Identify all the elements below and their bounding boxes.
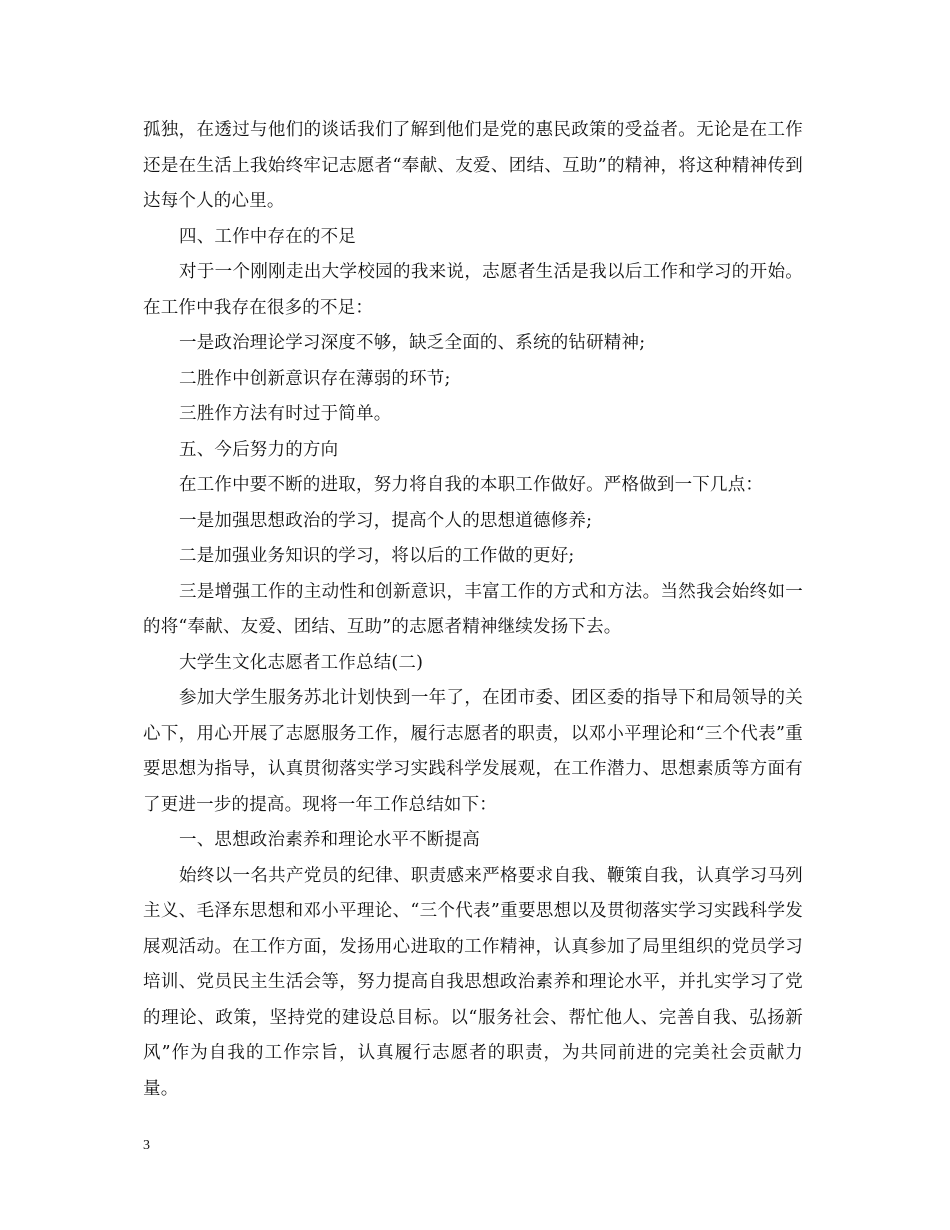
paragraph-2: 对于一个刚刚走出大学校园的我来说，志愿者生活是我以后工作和学习的开始。在工作中我存在很多的不足： xyxy=(143,262,803,318)
list-item-2: 二胜作中创新意识存在薄弱的环节; xyxy=(179,368,451,389)
document-body xyxy=(143,113,803,1107)
section-heading-4: 四、工作中存在的不足 xyxy=(179,226,356,247)
section-heading-5: 五、今后努力的方向 xyxy=(179,439,339,460)
paragraph-5: 始终以一名共产党员的纪律、职责感来严格要求自我、鞭策自我，认真学习马列主义、毛泽东思想和邓小平理论、“三个代表”重要思想以及贯彻落实学习实践科学发展观活动。在工作方面，发扬用心进取的工作精神，认真参加了局里组织的党员学习培训、党员民主生活会等，努力提高自我思想政治素养和理论水平，并扎实学习了党的理论、政策，坚持党的建设总目标。以“服务社会、帮忙他人、完善自我、弘扬新风”作为自我的工作宗旨，认真履行志愿者的职责，为共同前进的完美社会贡献力量。 xyxy=(143,865,803,1099)
list-item-5: 二是加强业务知识的学习，将以后的工作做的更好; xyxy=(179,546,575,566)
paragraph-3: 在工作中要不断的进取，努力将自我的本职工作做好。严格做到一下几点： xyxy=(179,475,764,495)
article-title-2: 大学生文化志愿者工作总结(二) xyxy=(179,652,424,673)
section-heading-1: 一、思想政治素养和理论水平不断提高 xyxy=(179,830,480,850)
page-number: 3 xyxy=(143,1138,150,1153)
paragraph-4: 参加大学生服务苏北计划快到一年了，在团市委、团区委的指导下和局领导的关心下，用心开展了志愿服务工作，履行志愿者的职责，以邓小平理论和“三个代表”重要思想为指导，认真贯彻落实学习实践科学发展观，在工作潜力、思想素质等方面有了更进一步的提高。现将一年工作总结如下： xyxy=(143,688,803,815)
list-item-1: 一是政治理论学习深度不够，缺乏全面的、系统的钻研精神; xyxy=(179,333,646,353)
list-item-6: 三是增强工作的主动性和创新意识，丰富工作的方式和方法。当然我会始终如一的将“奉献、友爱、团结、互助”的志愿者精神继续发扬下去。 xyxy=(143,581,803,637)
list-item-3: 三胜作方法有时过于简单。 xyxy=(179,404,392,424)
list-item-4: 一是加强思想政治的学习，提高个人的思想道德修养; xyxy=(179,510,593,531)
paragraph-1: 孤独，在透过与他们的谈话我们了解到他们是党的惠民政策的受益者。无论是在工作还是在生活上我始终牢记志愿者“奉献、友爱、团结、互助”的精神，将这种精神传到达每个人的心里。 xyxy=(143,120,803,211)
